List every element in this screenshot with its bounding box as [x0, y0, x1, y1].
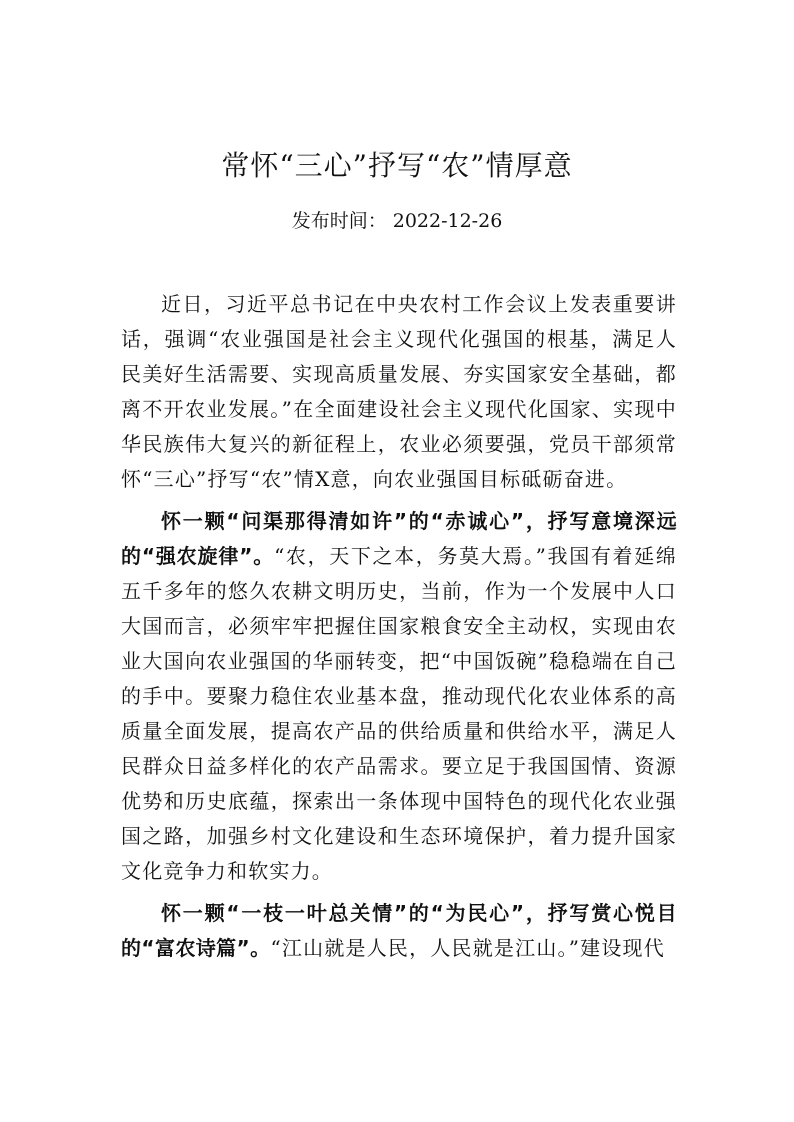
article-body	[121, 287, 677, 973]
paragraph-text: “江山就是人民，人民就是江山。”建设现代	[270, 936, 665, 960]
paragraph	[121, 896, 677, 966]
paragraph-text: 近日，习近平总书记在中央农村工作会议上发表重要讲话，强调“农业强国是社会主义现代化强国的根基，满足人民美好生活需要、实现高质量发展、夯实国家安全基础，都离不开农业发展。”在全面建设社会主义现代化国家、实现中华民族伟大复兴的新征程上，农业必须要强，党员干部须常怀“三心”抒写“农”情X意，向农业强国目标砥砺奋进。	[121, 292, 677, 491]
publish-date	[0, 207, 794, 235]
paragraph-text: “农，天下之本，务莫大焉。”我国有着延绵五千多年的悠久农耕文明历史，当前，作为一个发展中人口大国而言，必须牢牢把握住国家粮食安全主动权，实现由农业大国向农业强国的华丽转变，把“中国饭碗”稳稳端在自己的手中。要聚力稳住农业基本盘，推动现代化农业体系的高质量全面发展，提高农产品的供给质量和供给水平，满足人民群众日益多样化的农产品需求。要立足于我国国情、资源优势和历史底蕴，探索出一条体现中国特色的现代化农业强国之路，加强乡村文化建设和生态环境保护，着力提升国家文化竞争力和软实力。	[121, 544, 677, 883]
paragraph	[121, 504, 677, 889]
paragraph-lead: 怀一颗“一枝一叶总关情”的“为民心”，抒写赏心悦目的“富农诗篇”。	[121, 901, 677, 960]
paragraph	[121, 287, 677, 497]
publish-date-value: 2022-12-26	[392, 210, 503, 232]
article-title: 常怀“三心”抒写“农”情厚意	[221, 149, 573, 182]
publish-date-label: 发布时间：	[291, 210, 387, 232]
paragraph-lead: 怀一颗“问渠那得清如许”的“赤诚心”，抒写意境深远的“强农旋律”。	[121, 509, 677, 568]
